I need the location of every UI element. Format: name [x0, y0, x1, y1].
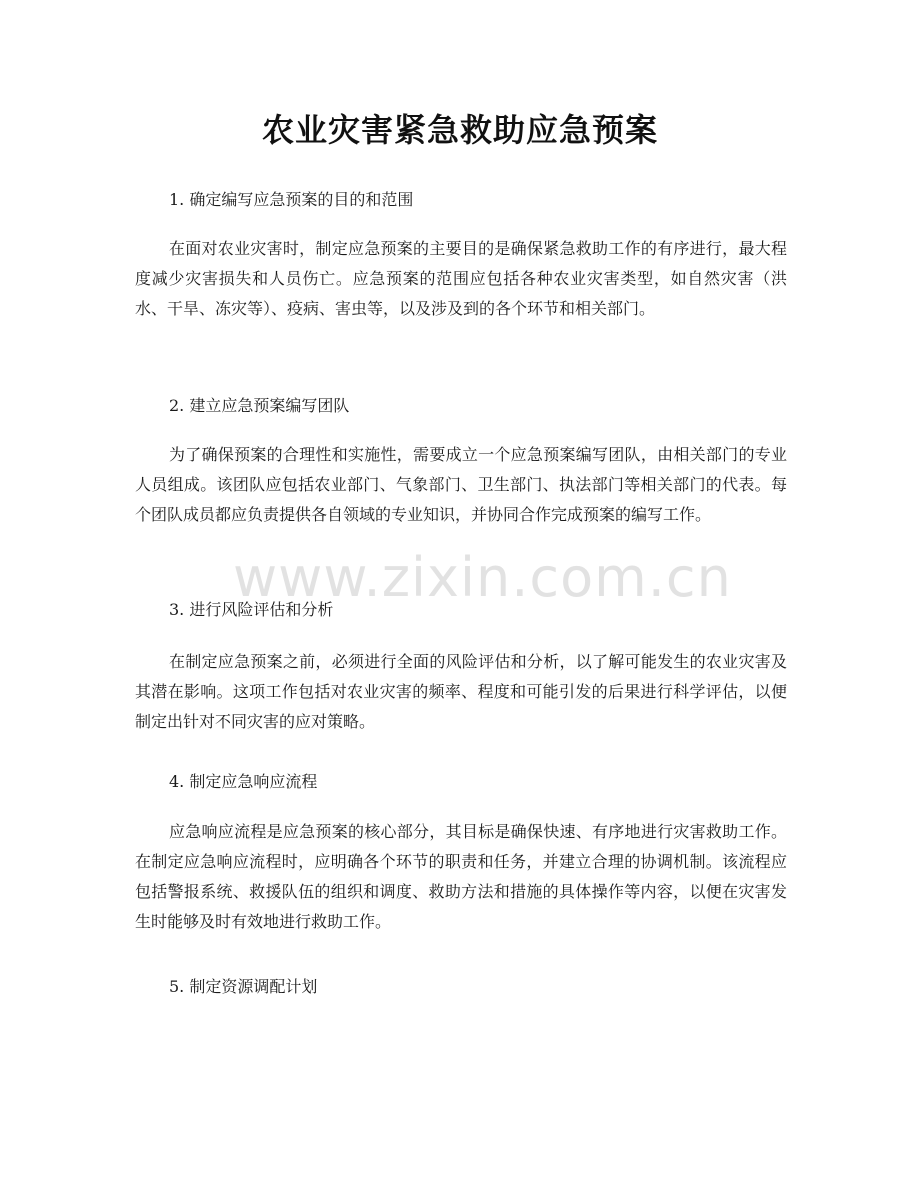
section-body-1: 在面对农业灾害时，制定应急预案的主要目的是确保紧急救助工作的有序进行，最大程度减少灾害损失和人员伤亡。应急预案的范围应包括各种农业灾害类型，如自然灾害（洪水、干旱、冻灾等）、疫病、害虫等，以及涉及到的各个环节和相关部门。: [135, 239, 787, 318]
section-heading-1: 1. 确定编写应急预案的目的和范围: [169, 190, 414, 209]
section-heading-3: 3. 进行风险评估和分析: [169, 600, 334, 619]
section-heading-5: 5. 制定资源调配计划: [169, 977, 318, 996]
section-heading-2: 2. 建立应急预案编写团队: [169, 396, 350, 415]
section-body-3: 在制定应急预案之前，必须进行全面的风险评估和分析，以了解可能发生的农业灾害及其潜在影响。这项工作包括对农业灾害的频率、程度和可能引发的后果进行科学评估，以便制定出针对不同灾害的应对策略。: [135, 652, 787, 731]
document-title: 农业灾害紧急救助应急预案: [261, 111, 658, 149]
section-body-4: 应急响应流程是应急预案的核心部分，其目标是确保快速、有序地进行灾害救助工作。在制定应急响应流程时，应明确各个环节的职责和任务，并建立合理的协调机制。该流程应包括警报系统、救援队伍的组织和调度、救助方法和措施的具体操作等内容，以便在灾害发生时能够及时有效地进行救助工作。: [135, 822, 787, 931]
section-heading-4: 4. 制定应急响应流程: [169, 772, 318, 791]
watermark: www.zixin.com.cn: [233, 546, 732, 609]
section-body-2: 为了确保预案的合理性和实施性，需要成立一个应急预案编写团队，由相关部门的专业人员组成。该团队应包括农业部门、气象部门、卫生部门、执法部门等相关部门的代表。每个团队成员都应负责提供各自领域的专业知识，并协同合作完成预案的编写工作。: [135, 445, 787, 524]
